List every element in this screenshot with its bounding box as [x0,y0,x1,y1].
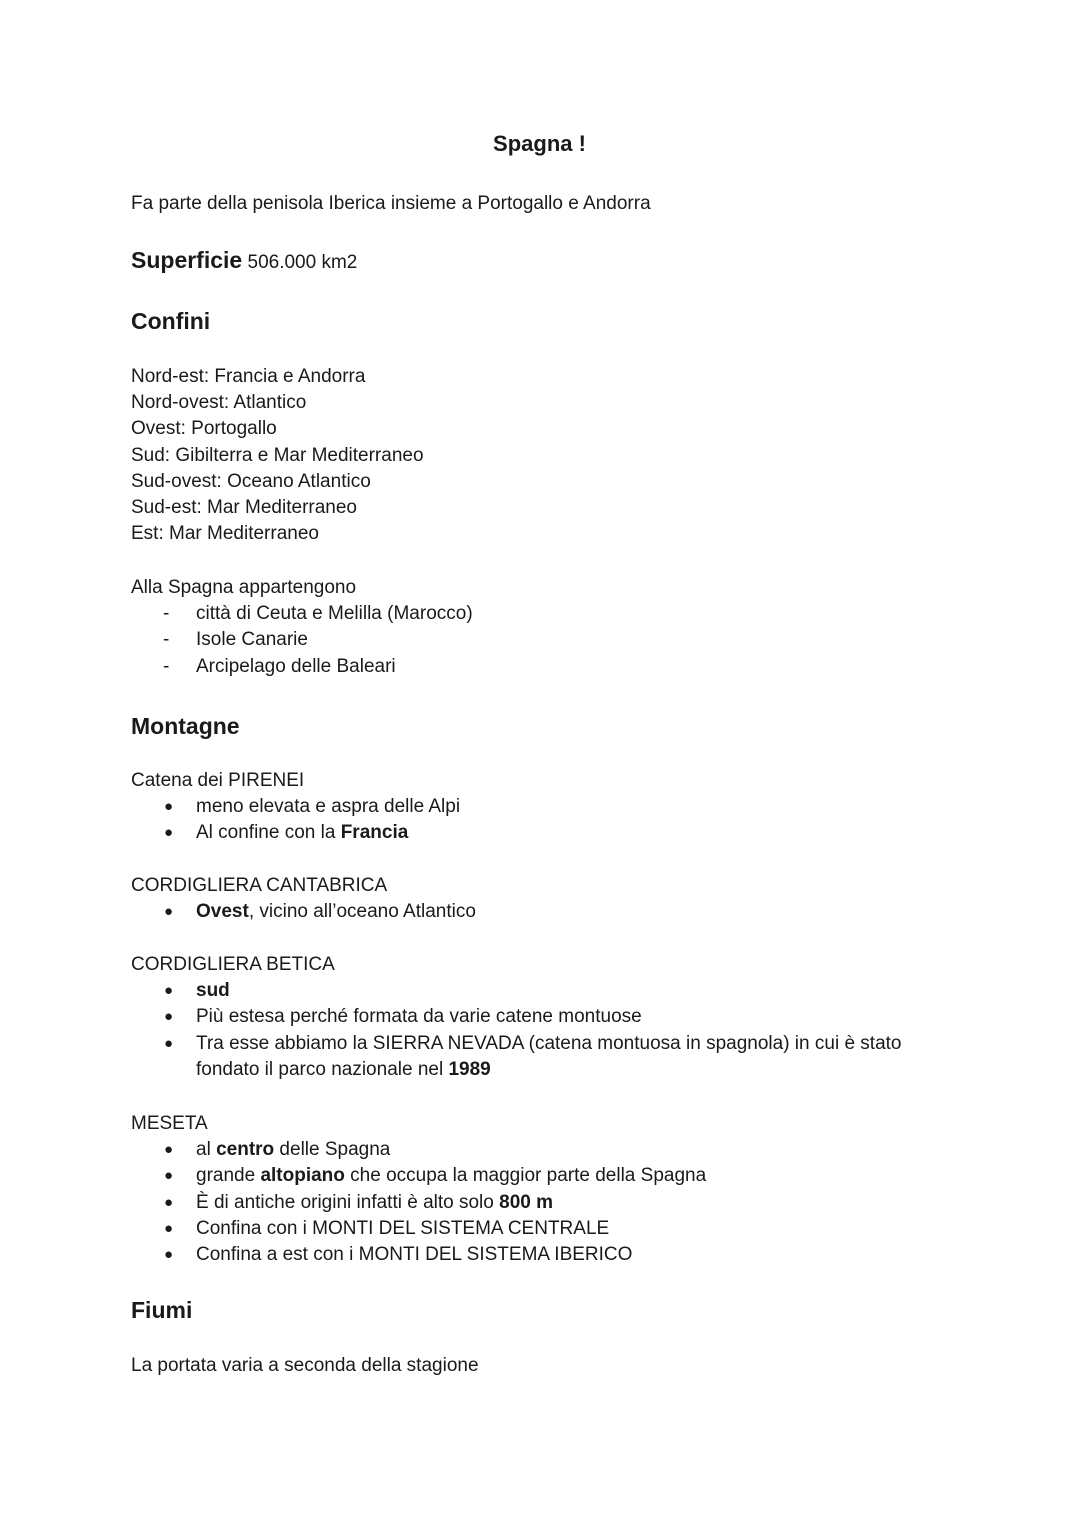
appartengono-intro: Alla Spagna appartengono [131,577,357,598]
list-item: ● al centro delle Spagna [131,1137,706,1163]
betica-list [131,978,956,1083]
bullet-marker: ● [164,824,174,842]
meseta-title: MESETA [131,1113,208,1134]
confine-line: Sud: Gibilterra e Mar Mediterraneo [131,444,424,466]
confine-line: Sud-ovest: Oceano Atlantico [131,470,371,492]
pirenei-section [131,768,460,847]
bullet-marker: ● [164,798,174,816]
bullet-marker: ● [164,1193,174,1211]
list-item: ● meno elevata e aspra delle Alpi [131,794,460,820]
list-item: ● Confina con i MONTI DEL SISTEMA CENTRALE [131,1216,706,1242]
bullet-marker: ● [164,1034,174,1052]
list-item: ● sud [131,978,956,1004]
list-item: ● Più estesa perché formata da varie catene montuose [131,1004,956,1030]
list-item: - città di Ceuta e Melilla (Marocco) [131,601,473,627]
bullet-marker: ● [164,1219,174,1237]
heading-confini: Confini [131,308,211,334]
heading-montagne: Montagne [131,713,240,739]
confine-line: Ovest: Portogallo [131,418,277,440]
fiumi-section [131,1353,479,1379]
betica-section [131,952,956,1083]
confini-list [131,364,424,547]
confine-line: Sud-est: Mar Mediterraneo [131,497,357,519]
cantabrica-section [131,873,476,925]
bullet-marker: ● [164,1008,174,1026]
list-item: - Arcipelago delle Baleari [131,654,473,680]
confine-line: Nord-est: Francia e Andorra [131,366,366,387]
bullet-marker: ● [164,982,174,1000]
superficie-label: Superficie [131,247,243,273]
dash-marker: - [163,603,170,625]
bullet-marker: ● [164,1167,174,1185]
list-item: ● Confina a est con i MONTI DEL SISTEMA IBERICO [131,1242,706,1268]
list-item: ● Tra esse abbiamo la SIERRA NEVADA (catena montuosa in spagnola) in cui è stato fondato il parco nazionale nel 1989 [164,1032,902,1080]
intro-text: Fa parte della penisola Iberica insieme a Portogallo e Andorra [131,193,651,214]
page-title: Spagna ! [493,131,586,156]
confine-line: Est: Mar Mediterraneo [131,523,319,545]
list-item: - Isole Canarie [131,627,473,653]
bullet-marker: ● [164,903,174,921]
betica-title: CORDIGLIERA BETICA [131,954,335,975]
appartengono-list [131,601,473,680]
list-item: ● È di antiche origini infatti è alto solo 800 m [131,1190,706,1216]
confine-line: Nord-ovest: Atlantico [131,392,307,414]
fiumi-text: La portata varia a seconda della stagione [131,1355,479,1376]
dash-marker: - [163,629,170,651]
list-item: ● grande altopiano che occupa la maggior parte della Spagna [131,1163,706,1189]
cantabrica-list [131,899,476,925]
bullet-marker: ● [164,1246,174,1264]
meseta-section [131,1111,706,1268]
list-item: ● Ovest, vicino all’oceano Atlantico [131,899,476,925]
pirenei-title: Catena dei PIRENEI [131,770,305,791]
list-item: ● Al confine con la Francia [131,820,460,846]
dash-marker: - [163,655,170,677]
cantabrica-title: CORDIGLIERA CANTABRICA [131,875,388,896]
superficie-line [131,244,357,279]
appartengono-section [131,575,473,680]
superficie-value: 506.000 km2 [247,252,358,273]
meseta-list [131,1137,706,1268]
heading-fiumi: Fiumi [131,1297,193,1323]
bullet-marker: ● [164,1141,174,1159]
pirenei-list [131,794,460,846]
